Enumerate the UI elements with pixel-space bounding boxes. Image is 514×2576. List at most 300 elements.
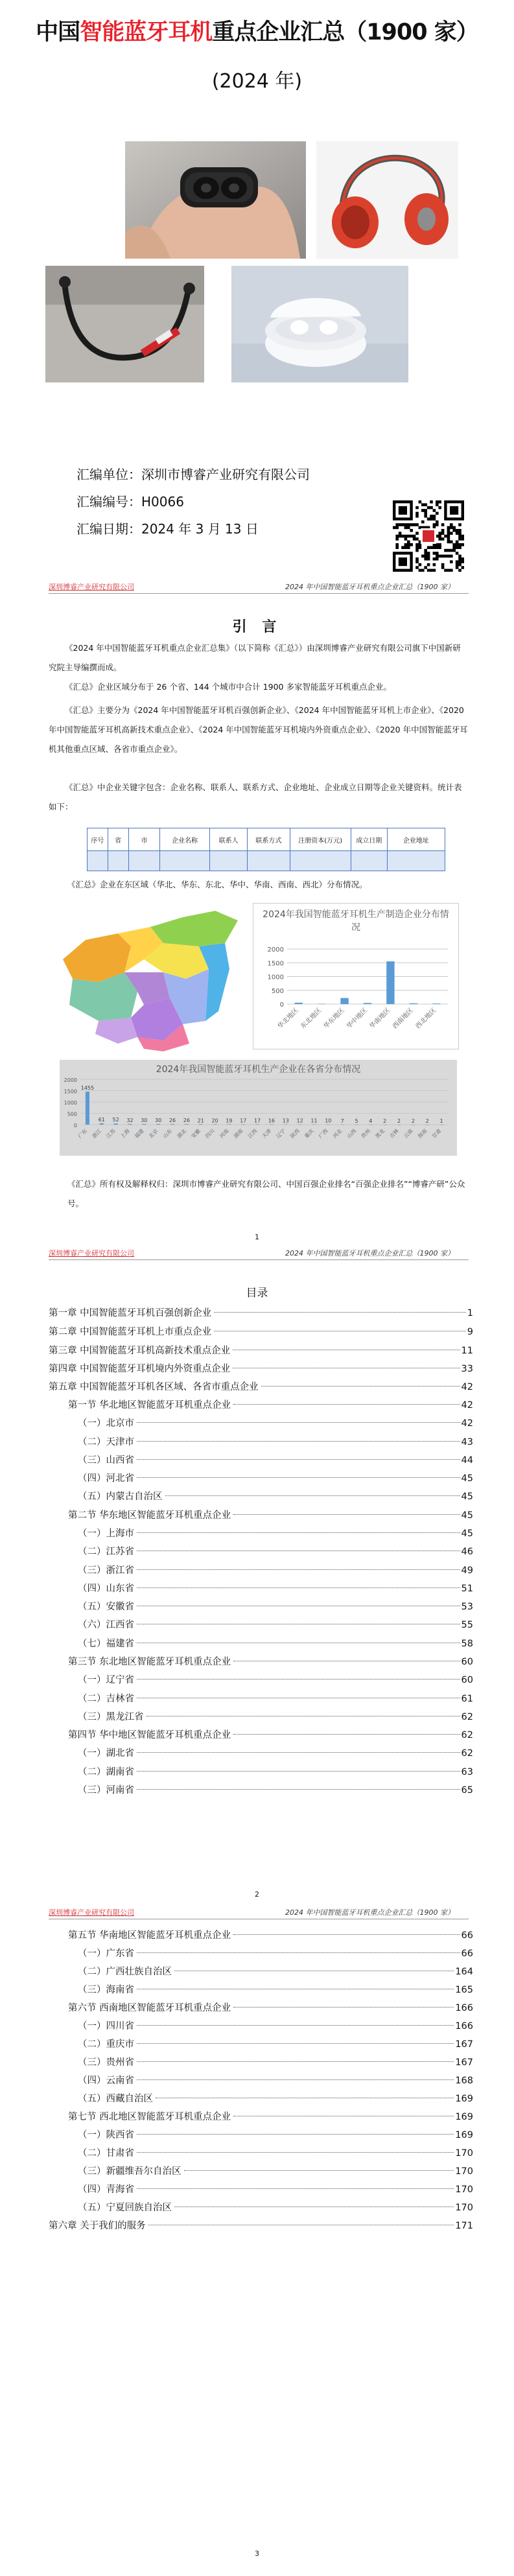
- bar: [270, 1124, 274, 1125]
- bar: [86, 1092, 89, 1125]
- toc-item-page: 55: [461, 1620, 473, 1630]
- toc-item-label: （五）西藏自治区: [78, 2094, 153, 2104]
- toc-item-label: 第一节 华北地区智能蓝牙耳机重点企业: [68, 1400, 231, 1411]
- toc-leader-dots: [137, 1569, 460, 1570]
- compiler-line: 汇编单位：深圳市博睿产业研究有限公司: [76, 467, 310, 482]
- toc-item[interactable]: [78, 1543, 473, 1561]
- page-number: 1: [255, 1233, 259, 1241]
- toc-item[interactable]: [78, 1781, 473, 1799]
- toc-item-label: 第三章 中国智能蓝牙耳机高新技术重点企业: [49, 1346, 231, 1356]
- toc-item-page: 66: [461, 1949, 473, 1959]
- data-label: 1455: [80, 1085, 95, 1092]
- toc-item-label: （七）福建省: [78, 1639, 134, 1649]
- toc-leader-dots: [137, 1441, 460, 1442]
- toc-item-label: （三）黑龙江省: [78, 1712, 144, 1722]
- table-cell: [248, 851, 290, 871]
- fields-table: [87, 828, 445, 871]
- toc-item[interactable]: [49, 1378, 473, 1396]
- toc-item-label: 第六节 西南地区智能蓝牙耳机重点企业: [68, 2003, 231, 2013]
- x-tick-label: 安徽: [190, 1128, 202, 1140]
- table-cell: [108, 851, 128, 871]
- toc-item-page: 42: [461, 1418, 473, 1429]
- cover-title: [0, 14, 514, 47]
- header-company[interactable]: 深圳博睿产业研究有限公司: [49, 1249, 134, 1258]
- data-label: 2: [411, 1118, 415, 1124]
- toc-item-label: （一）湖北省: [78, 1748, 134, 1759]
- toc-item[interactable]: [78, 2072, 473, 2090]
- toc-item-page: 62: [461, 1712, 473, 1722]
- toc-leader-dots: [137, 1459, 460, 1460]
- toc-item[interactable]: [78, 2017, 473, 2035]
- toc-leader-dots: [137, 2043, 454, 2044]
- toc-item-page: 1: [467, 1308, 473, 1318]
- data-label: 20: [211, 1118, 218, 1124]
- data-label: 17: [253, 1118, 261, 1124]
- data-label: 2: [383, 1118, 387, 1124]
- bar: [340, 998, 348, 1004]
- x-tick-label: 湖南: [232, 1128, 244, 1140]
- table-header-cell: 企业名称: [160, 828, 210, 851]
- bar: [318, 1003, 325, 1004]
- bar: [156, 1124, 160, 1125]
- data-label: 16: [268, 1118, 275, 1124]
- x-tick-label: 陕西: [289, 1128, 301, 1140]
- toc-item[interactable]: [68, 2108, 473, 2126]
- china-region-map: [60, 907, 241, 1053]
- toc-item-page: 165: [455, 1985, 473, 1995]
- data-label: 7: [340, 1118, 344, 1124]
- toc-item-label: （一）陕西省: [78, 2130, 134, 2140]
- earbud-case-photo: [231, 266, 408, 382]
- bar: [432, 1003, 440, 1004]
- toc-leader-dots: [137, 1752, 460, 1753]
- rights-paragraph: 《汇总》所有权及解释权归：深圳市博睿产业研究有限公司、中国百强企业排名“百强企业排名”“博睿产研”公众号。: [67, 1179, 465, 1208]
- toc-item[interactable]: [78, 1690, 473, 1708]
- toc-item-page: 164: [455, 1967, 473, 1977]
- toc-item-label: 第五章 中国智能蓝牙耳机各区域、各省市重点企业: [49, 1382, 259, 1392]
- earbuds-photo: [125, 141, 306, 259]
- x-tick-label: 华中地区: [345, 1007, 369, 1031]
- toc-item-label: （四）青海省: [78, 2184, 134, 2195]
- bar: [199, 1124, 203, 1125]
- x-tick-label: 北京: [147, 1128, 159, 1140]
- toc-item-page: 60: [461, 1657, 473, 1667]
- toc-item-label: （三）河南省: [78, 1785, 134, 1796]
- toc-item[interactable]: [68, 1396, 473, 1414]
- toc-item[interactable]: [49, 1360, 473, 1378]
- toc-item-page: 171: [455, 2221, 473, 2231]
- table-header-cell: 企业地址: [387, 828, 445, 851]
- page-number: 2: [255, 1890, 259, 1899]
- x-tick-label: 东北地区: [299, 1007, 323, 1031]
- x-tick-label: 广东: [76, 1128, 89, 1140]
- toc-item[interactable]: [78, 1433, 473, 1451]
- data-label: 4: [369, 1118, 373, 1124]
- bar: [364, 1003, 371, 1004]
- table-header-cell: 联系人: [210, 828, 248, 851]
- table-header-cell: 市: [128, 828, 160, 851]
- toc-item-page: 60: [461, 1675, 473, 1685]
- y-tick-label: 0: [279, 1001, 284, 1009]
- toc-leader-dots: [137, 1477, 460, 1478]
- toc-item-page: 42: [461, 1382, 473, 1392]
- x-tick-label: 浙江: [91, 1128, 103, 1140]
- toc-leader-dots: [137, 1679, 460, 1680]
- toc-item[interactable]: [68, 1726, 473, 1744]
- toc-item-label: （一）北京市: [78, 1418, 134, 1429]
- toc-item-page: 49: [461, 1565, 473, 1576]
- toc-item[interactable]: [78, 1488, 473, 1506]
- toc-item-label: 第二节 华东地区智能蓝牙耳机重点企业: [68, 1510, 231, 1521]
- y-tick-label: 1000: [267, 974, 284, 981]
- x-tick-label: 云南: [403, 1128, 414, 1140]
- toc-leader-dots: [137, 1789, 460, 1790]
- x-tick-label: 江西: [246, 1128, 259, 1140]
- bar: [386, 961, 394, 1004]
- neckband-photo: [45, 266, 204, 382]
- toc-item-page: 66: [461, 1930, 473, 1941]
- toc-item-page: 166: [455, 2021, 473, 2032]
- preface-paragraph: 《汇总》中企业关键字包含：企业名称、联系人、联系方式、企业地址、企业成立日期等企业关键资料。统计表如下：: [49, 782, 462, 812]
- toc-item-label: （一）上海市: [78, 1528, 134, 1539]
- y-tick-label: 1500: [267, 960, 284, 968]
- bar: [213, 1124, 216, 1125]
- toc-item[interactable]: [78, 1525, 473, 1543]
- data-label: 26: [169, 1118, 176, 1124]
- x-tick-label: 重庆: [303, 1128, 315, 1140]
- toc-item-label: （五）安徽省: [78, 1602, 134, 1612]
- serial-line: 汇编编号：H0066: [76, 494, 184, 509]
- toc-item[interactable]: [78, 1580, 473, 1598]
- y-tick-label: 1500: [64, 1088, 77, 1095]
- data-label: 17: [240, 1118, 247, 1124]
- table-cell: [290, 851, 351, 871]
- x-tick-label: 四川: [204, 1128, 216, 1140]
- table-header-cell: 序号: [88, 828, 108, 851]
- toc-leader-dots: [137, 2134, 454, 2135]
- toc-item[interactable]: [78, 2126, 473, 2144]
- x-tick-label: 河南: [218, 1128, 230, 1140]
- x-tick-label: 山西: [345, 1128, 358, 1140]
- toc-item-page: 33: [461, 1364, 473, 1374]
- toc-item-label: （三）新疆维吾尔自治区: [78, 2166, 181, 2177]
- data-label: 30: [155, 1117, 162, 1123]
- toc-item-page: 58: [461, 1639, 473, 1649]
- toc-leader-dots: [214, 1312, 466, 1313]
- toc-leader-dots: [137, 1422, 460, 1423]
- x-tick-label: 吉林: [388, 1128, 400, 1140]
- toc-item-page: 169: [455, 2094, 473, 2104]
- toc-item-page: 53: [461, 1602, 473, 1612]
- y-tick-label: 500: [67, 1111, 77, 1118]
- x-tick-label: 福建: [134, 1128, 145, 1140]
- date-line: 汇编日期：2024 年 3 月 13 日: [76, 521, 259, 537]
- bar: [227, 1124, 231, 1125]
- toc-item-label: （三）海南省: [78, 1985, 134, 1995]
- toc-item-page: 46: [461, 1547, 473, 1557]
- toc-item[interactable]: [78, 2181, 473, 2199]
- data-label: 30: [141, 1117, 148, 1123]
- header-doc-title: 2024 年中国智能蓝牙耳机重点企业汇总（1900 家）: [285, 1249, 454, 1258]
- toc-item[interactable]: [78, 1635, 473, 1653]
- toc-item-page: 170: [455, 2166, 473, 2177]
- header-company[interactable]: 深圳博睿产业研究有限公司: [49, 583, 134, 591]
- x-tick-label: 山东: [161, 1128, 174, 1140]
- bar: [128, 1124, 132, 1125]
- page-header: [49, 581, 469, 594]
- toc-leader-dots: [233, 1934, 460, 1935]
- toc-item-label: （六）江西省: [78, 1620, 134, 1630]
- toc-item-page: 169: [455, 2112, 473, 2122]
- preface-paragraph: 《汇总》企业区域分布于 26 个省、144 个城市中合计 1900 多家智能蓝牙耳机重点企业。: [65, 682, 391, 692]
- toc-item[interactable]: [78, 2144, 473, 2162]
- toc-item-label: （二）甘肃省: [78, 2148, 134, 2159]
- toc-item[interactable]: [68, 1653, 473, 1671]
- toc-item-label: 第四节 华中地区智能蓝牙耳机重点企业: [68, 1730, 231, 1740]
- page-header: [49, 1248, 469, 1260]
- bar: [100, 1123, 104, 1125]
- x-tick-label: 黑龙: [374, 1128, 386, 1140]
- bar: [114, 1123, 118, 1125]
- toc-item[interactable]: [78, 1451, 473, 1469]
- preface-paragraph: 《2024 年中国智能蓝牙耳机重点企业汇总集》（以下简称《汇总》）由深圳博睿产业研究有限公司旗下中国新研究院主导编撰而成。: [49, 643, 461, 672]
- table-cell: [128, 851, 160, 871]
- data-label: 19: [226, 1118, 233, 1124]
- toc-item-label: （二）江苏省: [78, 1547, 134, 1557]
- toc-item-label: （二）广西壮族自治区: [78, 1967, 172, 1977]
- header-company[interactable]: 深圳博睿产业研究有限公司: [49, 1908, 134, 1917]
- x-tick-label: 西南地区: [391, 1007, 415, 1031]
- toc-leader-dots: [137, 2188, 454, 2189]
- toc-item-page: 9: [467, 1327, 473, 1337]
- toc-item-page: 170: [455, 2184, 473, 2195]
- toc-leader-dots: [137, 2025, 454, 2026]
- data-label: 13: [282, 1118, 289, 1124]
- toc-item-page: 169: [455, 2130, 473, 2140]
- toc-item-label: 第一章 中国智能蓝牙耳机百强创新企业: [49, 1308, 212, 1318]
- data-label: 61: [98, 1116, 105, 1123]
- toc-item-page: 167: [455, 2057, 473, 2068]
- toc-leader-dots: [184, 2170, 454, 2171]
- toc-item-page: 51: [461, 1584, 473, 1594]
- x-tick-label: 河北: [331, 1128, 344, 1140]
- toc-item-label: （二）重庆市: [78, 2039, 134, 2050]
- toc-item[interactable]: [78, 1981, 473, 1999]
- table-header-cell: 联系方式: [248, 828, 290, 851]
- toc-item-page: 45: [461, 1528, 473, 1539]
- toc-item-label: 第五节 华南地区智能蓝牙耳机重点企业: [68, 1930, 231, 1941]
- toc-item[interactable]: [78, 1963, 473, 1981]
- toc-leader-dots: [137, 1532, 460, 1533]
- page-number: 3: [255, 2549, 259, 2558]
- region-chart-title: 2024年我国智能蓝牙耳机生产制造企业分布情况: [263, 909, 449, 933]
- x-tick-label: 西北地区: [414, 1007, 438, 1031]
- data-label: 2: [425, 1118, 429, 1124]
- title-part: 中国: [36, 19, 80, 45]
- headphones-photo: [316, 141, 458, 259]
- data-label: 10: [325, 1118, 332, 1124]
- bar: [295, 1003, 303, 1004]
- x-tick-label: 广西: [318, 1128, 329, 1140]
- toc-item[interactable]: [68, 1506, 473, 1525]
- toc-item-page: 45: [461, 1473, 473, 1484]
- toc-leader-dots: [137, 1771, 460, 1772]
- preface-paragraph: 《汇总》企业在东区域（华北、华东、东北、华中、华南、西南、西北）分布情况。: [67, 880, 368, 889]
- province-chart-title: 2024年我国智能蓝牙耳机生产企业在各省分布情况: [156, 1064, 361, 1075]
- header-doc-title: 2024 年中国智能蓝牙耳机重点企业汇总（1900 家）: [285, 1908, 454, 1917]
- toc-item-page: 11: [461, 1346, 473, 1356]
- toc-leader-dots: [137, 1587, 460, 1588]
- data-label: 21: [197, 1118, 204, 1124]
- toc-leader-dots: [233, 1734, 460, 1735]
- toc-item-page: 166: [455, 2003, 473, 2013]
- toc-item[interactable]: [78, 1708, 473, 1726]
- toc-item[interactable]: [49, 1304, 473, 1322]
- toc-item-label: （三）山西省: [78, 1455, 134, 1466]
- table-cell: [88, 851, 108, 871]
- toc-item-page: 61: [461, 1694, 473, 1704]
- table-cell: [160, 851, 210, 871]
- toc-item-label: （二）吉林省: [78, 1694, 134, 1704]
- toc-item[interactable]: [49, 2217, 473, 2235]
- x-tick-label: 华北地区: [276, 1007, 300, 1031]
- toc-item-label: （一）广东省: [78, 1949, 134, 1959]
- table-header-cell: 省: [108, 828, 128, 851]
- toc-item[interactable]: [49, 1342, 473, 1360]
- bar: [410, 1003, 417, 1004]
- data-label: 5: [355, 1118, 358, 1124]
- toc-item-page: 42: [461, 1400, 473, 1411]
- bar: [185, 1124, 189, 1125]
- toc-item-page: 168: [455, 2076, 473, 2086]
- data-label: 32: [126, 1117, 134, 1123]
- toc-item-page: 170: [455, 2203, 473, 2213]
- preface-paragraph: 《汇总》主要分为《2024 年中国智能蓝牙耳机百强创新企业》、《2024 年中国智能蓝牙耳机上市企业》、《2020 年中国智能蓝牙耳机高新技术重点企业》、《2024 年中国智能蓝牙耳机境内外资重点企业》、《2020 年中国智能蓝牙耳机其他重点区域、各省市重点企业》。: [49, 705, 468, 754]
- preface-heading: 引 言: [232, 619, 282, 635]
- x-tick-label: 贵州: [360, 1128, 372, 1140]
- y-tick-label: 2000: [267, 946, 284, 954]
- x-tick-label: 湖北: [176, 1128, 188, 1140]
- toc-item-label: 第二章 中国智能蓝牙耳机上市重点企业: [49, 1327, 212, 1337]
- x-tick-label: 天津: [261, 1128, 273, 1140]
- toc-item[interactable]: [78, 1671, 473, 1689]
- toc-item[interactable]: [78, 1945, 473, 1963]
- y-tick-label: 2000: [64, 1077, 77, 1083]
- qr-code: [393, 500, 464, 572]
- data-label: 26: [183, 1118, 190, 1124]
- toc-item-label: 第四章 中国智能蓝牙耳机境内外资重点企业: [49, 1364, 231, 1374]
- toc-item[interactable]: [78, 1744, 473, 1762]
- data-label: 52: [112, 1117, 119, 1123]
- y-tick-label: 0: [73, 1123, 77, 1129]
- title-highlight: 智能蓝牙耳机: [80, 19, 213, 45]
- toc-item[interactable]: [68, 1926, 473, 1945]
- toc-item-page: 170: [455, 2148, 473, 2159]
- table-header-cell: 注册资本(万元): [290, 828, 351, 851]
- toc-item-page: 43: [461, 1437, 473, 1447]
- bar: [241, 1124, 245, 1125]
- toc-item-label: （二）天津市: [78, 1437, 134, 1447]
- toc-item-label: （一）辽宁省: [78, 1675, 134, 1685]
- x-tick-label: 江苏: [105, 1128, 117, 1140]
- toc-item-label: （五）宁夏回族自治区: [78, 2203, 172, 2213]
- toc-item-page: 62: [461, 1748, 473, 1759]
- toc-item[interactable]: [78, 2199, 473, 2217]
- region-chart: [253, 903, 459, 1049]
- toc-leader-dots: [137, 2079, 454, 2080]
- toc-item-label: （四）山东省: [78, 1584, 134, 1594]
- toc-item[interactable]: [78, 1598, 473, 1616]
- table-cell: [387, 851, 445, 871]
- toc-item[interactable]: [78, 1562, 473, 1580]
- toc-item[interactable]: [78, 1469, 473, 1488]
- toc-leader-dots: [165, 1495, 460, 1496]
- toc-item-label: （三）贵州省: [78, 2057, 134, 2068]
- page-header: [49, 1907, 469, 1919]
- toc-item[interactable]: [78, 2035, 473, 2054]
- province-chart: [60, 1060, 457, 1156]
- toc-item-page: 63: [461, 1767, 473, 1777]
- toc-item-label: 第七节 西北地区智能蓝牙耳机重点企业: [68, 2112, 231, 2122]
- toc-item[interactable]: [68, 1999, 473, 2017]
- bar: [255, 1124, 259, 1125]
- toc-item[interactable]: [78, 2162, 473, 2181]
- data-label: 2: [397, 1118, 401, 1124]
- toc-title: 目录: [246, 1287, 268, 1300]
- x-tick-label: 上海: [119, 1128, 131, 1140]
- toc-leader-dots: [137, 2152, 454, 2153]
- toc-leader-dots: [261, 1386, 460, 1387]
- toc-leader-dots: [233, 1404, 460, 1405]
- y-tick-label: 1000: [64, 1100, 77, 1106]
- data-label: 11: [310, 1118, 318, 1124]
- toc-item-label: （四）云南省: [78, 2076, 134, 2086]
- toc-item-page: 62: [461, 1730, 473, 1740]
- bar: [142, 1124, 146, 1125]
- cover-year: (2024 年): [211, 70, 303, 93]
- toc-leader-dots: [137, 2061, 454, 2062]
- title-part: 重点企业汇总（1900 家）: [212, 19, 478, 45]
- toc-item-page: 167: [455, 2039, 473, 2050]
- toc-item-page: 45: [461, 1492, 473, 1502]
- x-tick-label: 海南: [416, 1128, 428, 1140]
- x-tick-label: 华南地区: [368, 1007, 392, 1031]
- toc-item-label: （三）浙江省: [78, 1565, 134, 1576]
- table-header-cell: 成立日期: [351, 828, 387, 851]
- toc-leader-dots: [233, 1514, 460, 1515]
- toc-item-label: 第三节 东北地区智能蓝牙耳机重点企业: [68, 1657, 231, 1667]
- x-tick-label: 华东地区: [322, 1007, 346, 1031]
- toc-leader-dots: [233, 2007, 454, 2008]
- y-tick-label: 500: [271, 987, 284, 995]
- toc-item-page: 65: [461, 1785, 473, 1796]
- table-cell: [210, 851, 248, 871]
- data-label: 1: [439, 1118, 443, 1124]
- toc-item-label: （五）内蒙古自治区: [78, 1492, 163, 1502]
- bar: [170, 1124, 174, 1125]
- toc-item[interactable]: [78, 2090, 473, 2108]
- x-tick-label: 辽宁: [275, 1128, 287, 1140]
- toc-item[interactable]: [78, 1616, 473, 1634]
- table-cell: [351, 851, 387, 871]
- toc-item[interactable]: [78, 1763, 473, 1781]
- toc-item[interactable]: [49, 1323, 473, 1341]
- toc-item-label: （一）四川省: [78, 2021, 134, 2032]
- toc-item[interactable]: [78, 1414, 473, 1433]
- toc-item[interactable]: [78, 2054, 473, 2072]
- toc-item-label: 第六章 关于我们的服务: [49, 2221, 146, 2231]
- data-label: 12: [296, 1118, 303, 1124]
